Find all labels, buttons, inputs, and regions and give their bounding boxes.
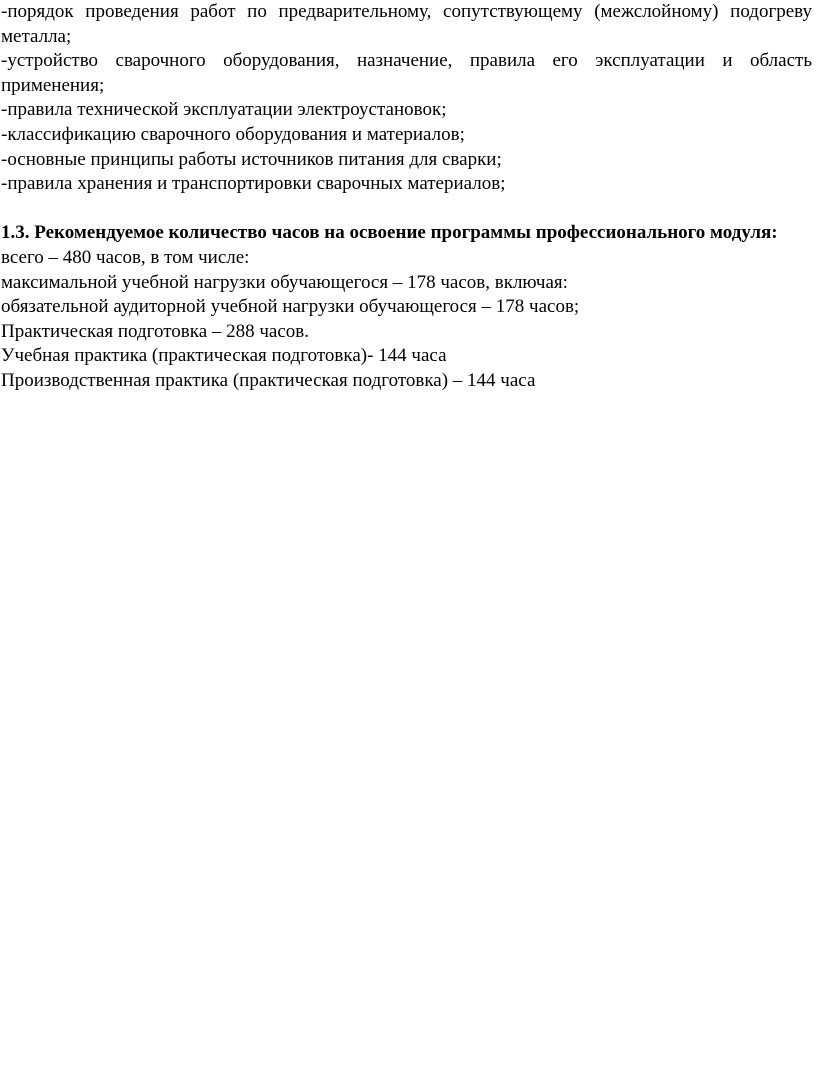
hours-training-practice-line: Учебная практика (практическая подготовка)- 144 часа [1,345,447,367]
list-item: -устройство сварочного оборудования, назначение, правила его эксплуатации и область применения; [1,50,812,96]
hours-classroom-line: обязательной аудиторной учебной нагрузки обучающегося – 178 часов; [1,296,580,318]
list-item: -классификацию сварочного оборудования и материалов; [1,123,465,145]
list-item: -порядок проведения работ по предварительному, сопутствующему (межслойному) подогреву металла; [1,1,812,47]
section-heading: 1.3. Рекомендуемое количество часов на освоение программы профессионального модуля: [1,222,778,244]
hours-industrial-practice-line: Производственная практика (практическая подготовка) – 144 часа [1,369,536,391]
hours-max-load-line: максимальной учебной нагрузки обучающегося – 178 часов, включая: [1,271,568,293]
hours-total-line: всего – 480 часов, в том числе: [1,246,250,268]
requirements-list [1,0,812,197]
list-item: -основные принципы работы источников питания для сварки; [1,148,502,170]
list-item: -правила хранения и транспортировки сварочных материалов; [1,173,506,195]
section-hours [1,221,812,393]
list-item: -правила технической эксплуатации электроустановок; [1,99,447,121]
paragraph-spacer [1,197,812,222]
hours-practical-line: Практическая подготовка – 288 часов. [1,320,310,342]
